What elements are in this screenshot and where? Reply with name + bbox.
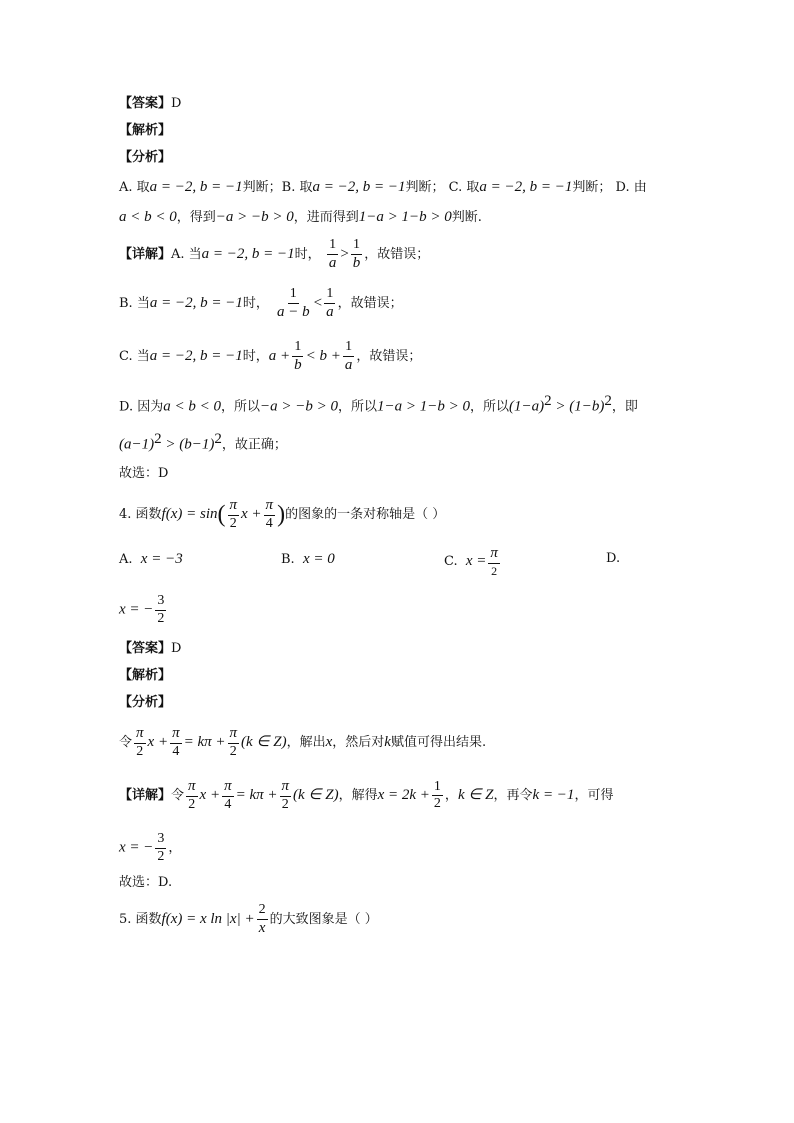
exponent: 2 — [544, 393, 552, 409]
detail-heading: 【详解】 — [119, 247, 172, 263]
fenxi-heading-3 — [119, 151, 171, 164]
math: a = −2, b = −1 — [149, 348, 243, 365]
math: k = −1 — [532, 787, 575, 804]
text: ，解出 — [286, 735, 326, 751]
answer-value: D — [171, 96, 182, 111]
fraction: $\frac{3}{2}$ — [157, 593, 165, 626]
fraction: $\frac{1}{a}$ — [328, 237, 337, 271]
detail-line-d2 — [119, 432, 287, 452]
text: ，故正确； — [221, 437, 287, 453]
math: (1−a) — [509, 398, 545, 415]
math: (k ∈ Z) — [241, 734, 287, 751]
option-c: C. x = $\frac{\pi}{2}$ — [444, 545, 498, 578]
text: ， — [168, 840, 182, 856]
question-5-stem — [119, 903, 378, 936]
text: C. 当 — [119, 349, 150, 365]
text: 判断； D. 由 — [572, 180, 647, 195]
fraction: $\frac{\pi}{2}$ — [229, 497, 238, 531]
fraction: $\frac{1}{a - b}$ — [276, 286, 310, 320]
fraction: $\frac{1}{2}$ — [433, 778, 441, 812]
text: 判断；B. 取 — [242, 180, 313, 195]
text: ，故错误； — [364, 247, 430, 263]
math: > (b−1) — [161, 436, 215, 453]
text: 5. 函数 — [119, 912, 162, 928]
answer-value: D — [171, 641, 182, 656]
math: x + — [199, 787, 221, 804]
text: 时， — [294, 247, 321, 263]
text: ，可得 — [574, 788, 614, 804]
fenxi-heading-4 — [119, 696, 171, 709]
fenxi-line-4 — [119, 726, 486, 759]
analysis-heading-3 — [119, 124, 171, 137]
math: 1−a > 1−b > 0 — [358, 209, 452, 225]
choice-line-4 — [119, 876, 172, 889]
text: 4. 函数 — [119, 507, 162, 523]
text: 故选：D. — [119, 875, 173, 890]
detail-line-4b — [119, 832, 181, 864]
text: ，即 — [611, 399, 638, 415]
text: A. 当 — [171, 247, 202, 263]
choice-line-3 — [119, 467, 168, 480]
text: B. 当 — [119, 296, 150, 312]
detail-line-d — [119, 394, 638, 414]
answer-heading: 【答案】 — [119, 96, 172, 111]
fraction: $\frac{\pi}{4}$ — [265, 497, 274, 531]
math: k ∈ Z — [457, 787, 494, 804]
math: x + — [147, 734, 169, 751]
answer-line-4 — [119, 642, 181, 655]
math: a < b < 0 — [119, 209, 177, 225]
option-b: B. x = 0 — [281, 551, 335, 567]
text: 的大致图象是（ ） — [269, 912, 378, 928]
analysis-heading-4 — [119, 669, 171, 682]
paren-open: ( — [217, 501, 226, 528]
math: a = −2, b = −1 — [312, 179, 406, 195]
text: 判断. — [451, 210, 482, 225]
math: k — [384, 734, 391, 751]
fraction: $\frac{\pi}{2}$ — [229, 725, 238, 759]
fraction: $\frac{1}{b}$ — [294, 339, 302, 373]
text: 时， — [242, 349, 269, 365]
math: a + — [268, 348, 291, 365]
math: a = −2, b = −1 — [149, 295, 243, 312]
text: A. 取 — [119, 180, 150, 195]
fenxi-line-1 — [119, 180, 647, 195]
math: = kπ + — [235, 787, 278, 804]
text: 令 — [119, 735, 133, 751]
math: = kπ + — [183, 734, 226, 751]
math: f(x) = sin — [161, 506, 218, 523]
text: 赋值可得出结果. — [390, 735, 487, 751]
heading-text: 【解析】 — [119, 123, 172, 138]
exponent: 2 — [154, 431, 162, 447]
detail-line-4 — [119, 779, 613, 812]
detail-line-c — [119, 340, 421, 373]
math: (k ∈ Z) — [293, 787, 339, 804]
fraction: $\frac{\pi}{2}$ — [136, 725, 144, 759]
text: ，解得 — [338, 788, 378, 804]
text: ，进而得到 — [293, 210, 359, 225]
exponent: 2 — [604, 393, 612, 409]
math: x = − — [119, 601, 154, 618]
detail-line-b — [119, 287, 403, 320]
text: ，所以 — [338, 399, 378, 415]
math: x = 2k + — [377, 787, 430, 804]
text: D. 因为 — [119, 399, 164, 415]
heading-text: 【解析】 — [119, 668, 172, 683]
math: > (1−b) — [551, 398, 605, 415]
math: a = −2, b = −1 — [201, 246, 295, 263]
fenxi-line-2 — [119, 210, 482, 225]
fraction: $\frac{2}{x}$ — [258, 902, 266, 936]
fraction: $\frac{\pi}{4}$ — [224, 778, 232, 812]
fraction: $\frac{\pi}{2}$ — [281, 778, 290, 812]
text: ，所以 — [220, 399, 260, 415]
detail-heading: 【详解】 — [119, 788, 172, 804]
text: ，故错误； — [356, 349, 422, 365]
text: ，再令 — [493, 788, 533, 804]
text: ， — [444, 788, 458, 804]
math: a = −2, b = −1 — [479, 179, 573, 195]
math: 1−a > 1−b > 0 — [377, 398, 471, 415]
text: 故选：D — [119, 466, 169, 481]
math: x — [325, 734, 333, 751]
math: −a > −b > 0 — [215, 209, 294, 225]
text: 判断； C. 取 — [405, 180, 480, 195]
text: ，所以 — [470, 399, 510, 415]
fraction: $\frac{1}{a}$ — [326, 286, 334, 320]
heading-text: 【分析】 — [119, 695, 172, 710]
text: 令 — [171, 788, 185, 804]
fraction: $\frac{\pi}{2}$ — [188, 778, 196, 812]
math: f(x) = x ln |x| + — [161, 911, 255, 928]
option-a: A. x = −3 — [119, 551, 183, 567]
math: a < b < 0 — [163, 398, 221, 415]
text: ，故错误； — [337, 296, 403, 312]
math: (a−1) — [119, 436, 155, 453]
heading-text: 【分析】 — [119, 150, 172, 165]
paren-close: ) — [277, 501, 286, 528]
detail-line-a — [119, 238, 429, 271]
answer-heading: 【答案】 — [119, 641, 172, 656]
math: x + — [241, 506, 262, 523]
option-d-value — [119, 594, 168, 626]
text: 时， — [242, 296, 269, 312]
math: −a > −b > 0 — [260, 398, 338, 415]
text: ，然后对 — [332, 735, 385, 751]
math: x = − — [119, 839, 154, 856]
math: < b + — [305, 348, 341, 365]
answer-line-3 — [119, 97, 181, 110]
fraction: $\frac{\pi}{4}$ — [172, 725, 180, 759]
fraction: $\frac{1}{a}$ — [344, 339, 353, 373]
math: > — [340, 246, 349, 263]
math: < — [313, 295, 323, 312]
option-d: D. — [606, 551, 621, 566]
exponent: 2 — [214, 431, 222, 447]
fraction: $\frac{1}{b}$ — [352, 237, 361, 271]
fraction: $\frac{3}{2}$ — [157, 831, 165, 864]
text: ，得到 — [176, 210, 216, 225]
question-4-stem — [119, 498, 445, 531]
text: 的图象的一条对称轴是（ ） — [285, 507, 446, 523]
math: a = −2, b = −1 — [149, 179, 243, 195]
